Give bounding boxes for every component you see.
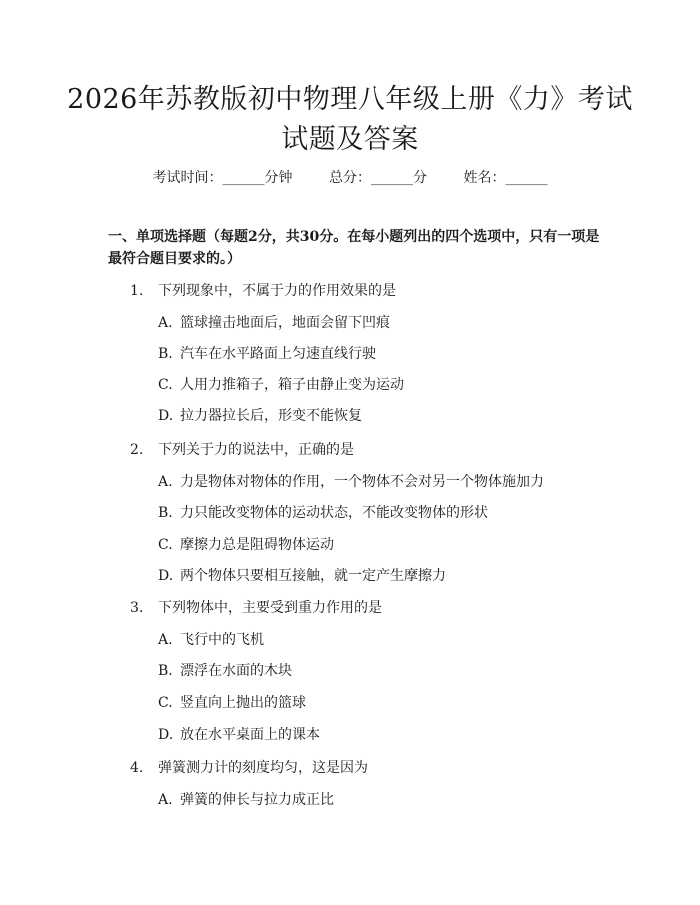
q1-option-c — [158, 375, 404, 395]
exam-time: 考试时间：______分钟 — [152, 170, 293, 186]
question-number: 1. — [130, 283, 144, 299]
question-2 — [130, 440, 354, 460]
option-letter: C. — [158, 695, 173, 711]
option-letter: D. — [158, 408, 174, 424]
question-text: 弹簧测力计的刻度均匀，这是因为 — [158, 760, 368, 776]
question-1 — [130, 281, 396, 301]
option-letter: A. — [158, 632, 173, 648]
option-letter: C. — [158, 377, 173, 393]
option-text: 飞行中的飞机 — [180, 632, 264, 648]
option-letter: A. — [158, 315, 173, 331]
document-title: 2026年苏教版初中物理八年级上册《力》考试试题及答案 — [67, 84, 633, 155]
option-letter: C. — [158, 537, 173, 553]
question-text: 下列物体中，主要受到重力作用的是 — [158, 600, 382, 616]
q1-option-b — [158, 344, 376, 364]
option-text: 弹簧的伸长与拉力成正比 — [180, 792, 334, 808]
question-4 — [130, 758, 368, 778]
student-name: 姓名：______ — [463, 170, 548, 186]
q3-option-b — [158, 661, 292, 681]
q3-option-c — [158, 693, 306, 713]
option-text: 篮球撞击地面后，地面会留下凹痕 — [180, 315, 390, 331]
q1-option-a — [158, 313, 390, 333]
question-3 — [130, 598, 382, 618]
question-number: 4. — [130, 760, 144, 776]
exam-meta — [0, 168, 700, 188]
question-number: 2. — [130, 442, 144, 458]
option-text: 拉力器拉长后，形变不能恢复 — [180, 408, 362, 424]
question-number: 3. — [130, 600, 144, 616]
option-letter: D. — [158, 727, 174, 743]
option-letter: A. — [158, 474, 173, 490]
q3-option-a — [158, 630, 264, 650]
q4-option-a — [158, 790, 334, 810]
q2-option-c — [158, 535, 334, 555]
section-heading: 一、单项选择题（每题2分，共30分。在每小题列出的四个选项中，只有一项是最符合题目要求的。） — [108, 229, 600, 267]
option-text: 放在水平桌面上的课本 — [180, 727, 320, 743]
option-text: 汽车在水平路面上匀速直线行驶 — [180, 346, 376, 362]
option-text: 摩擦力总是阻碍物体运动 — [180, 537, 334, 553]
option-letter: B. — [158, 663, 173, 679]
option-text: 力只能改变物体的运动状态，不能改变物体的形状 — [180, 505, 488, 521]
option-text: 人用力推箱子，箱子由静止变为运动 — [180, 377, 404, 393]
option-text: 力是物体对物体的作用，一个物体不会对另一个物体施加力 — [180, 474, 544, 490]
option-text: 漂浮在水面的木块 — [180, 663, 292, 679]
q2-option-a — [158, 472, 544, 492]
option-letter: A. — [158, 792, 173, 808]
option-text: 两个物体只要相互接触，就一定产生摩擦力 — [180, 568, 446, 584]
option-letter: B. — [158, 505, 173, 521]
q3-option-d — [158, 725, 320, 745]
option-text: 竖直向上抛出的篮球 — [180, 695, 306, 711]
q2-option-b — [158, 503, 488, 523]
option-letter: D. — [158, 568, 174, 584]
q2-option-d — [158, 566, 446, 586]
total-score: 总分：______分 — [329, 170, 427, 186]
q1-option-d — [158, 406, 362, 426]
question-text: 下列关于力的说法中，正确的是 — [158, 442, 354, 458]
question-text: 下列现象中，不属于力的作用效果的是 — [158, 283, 396, 299]
option-letter: B. — [158, 346, 173, 362]
